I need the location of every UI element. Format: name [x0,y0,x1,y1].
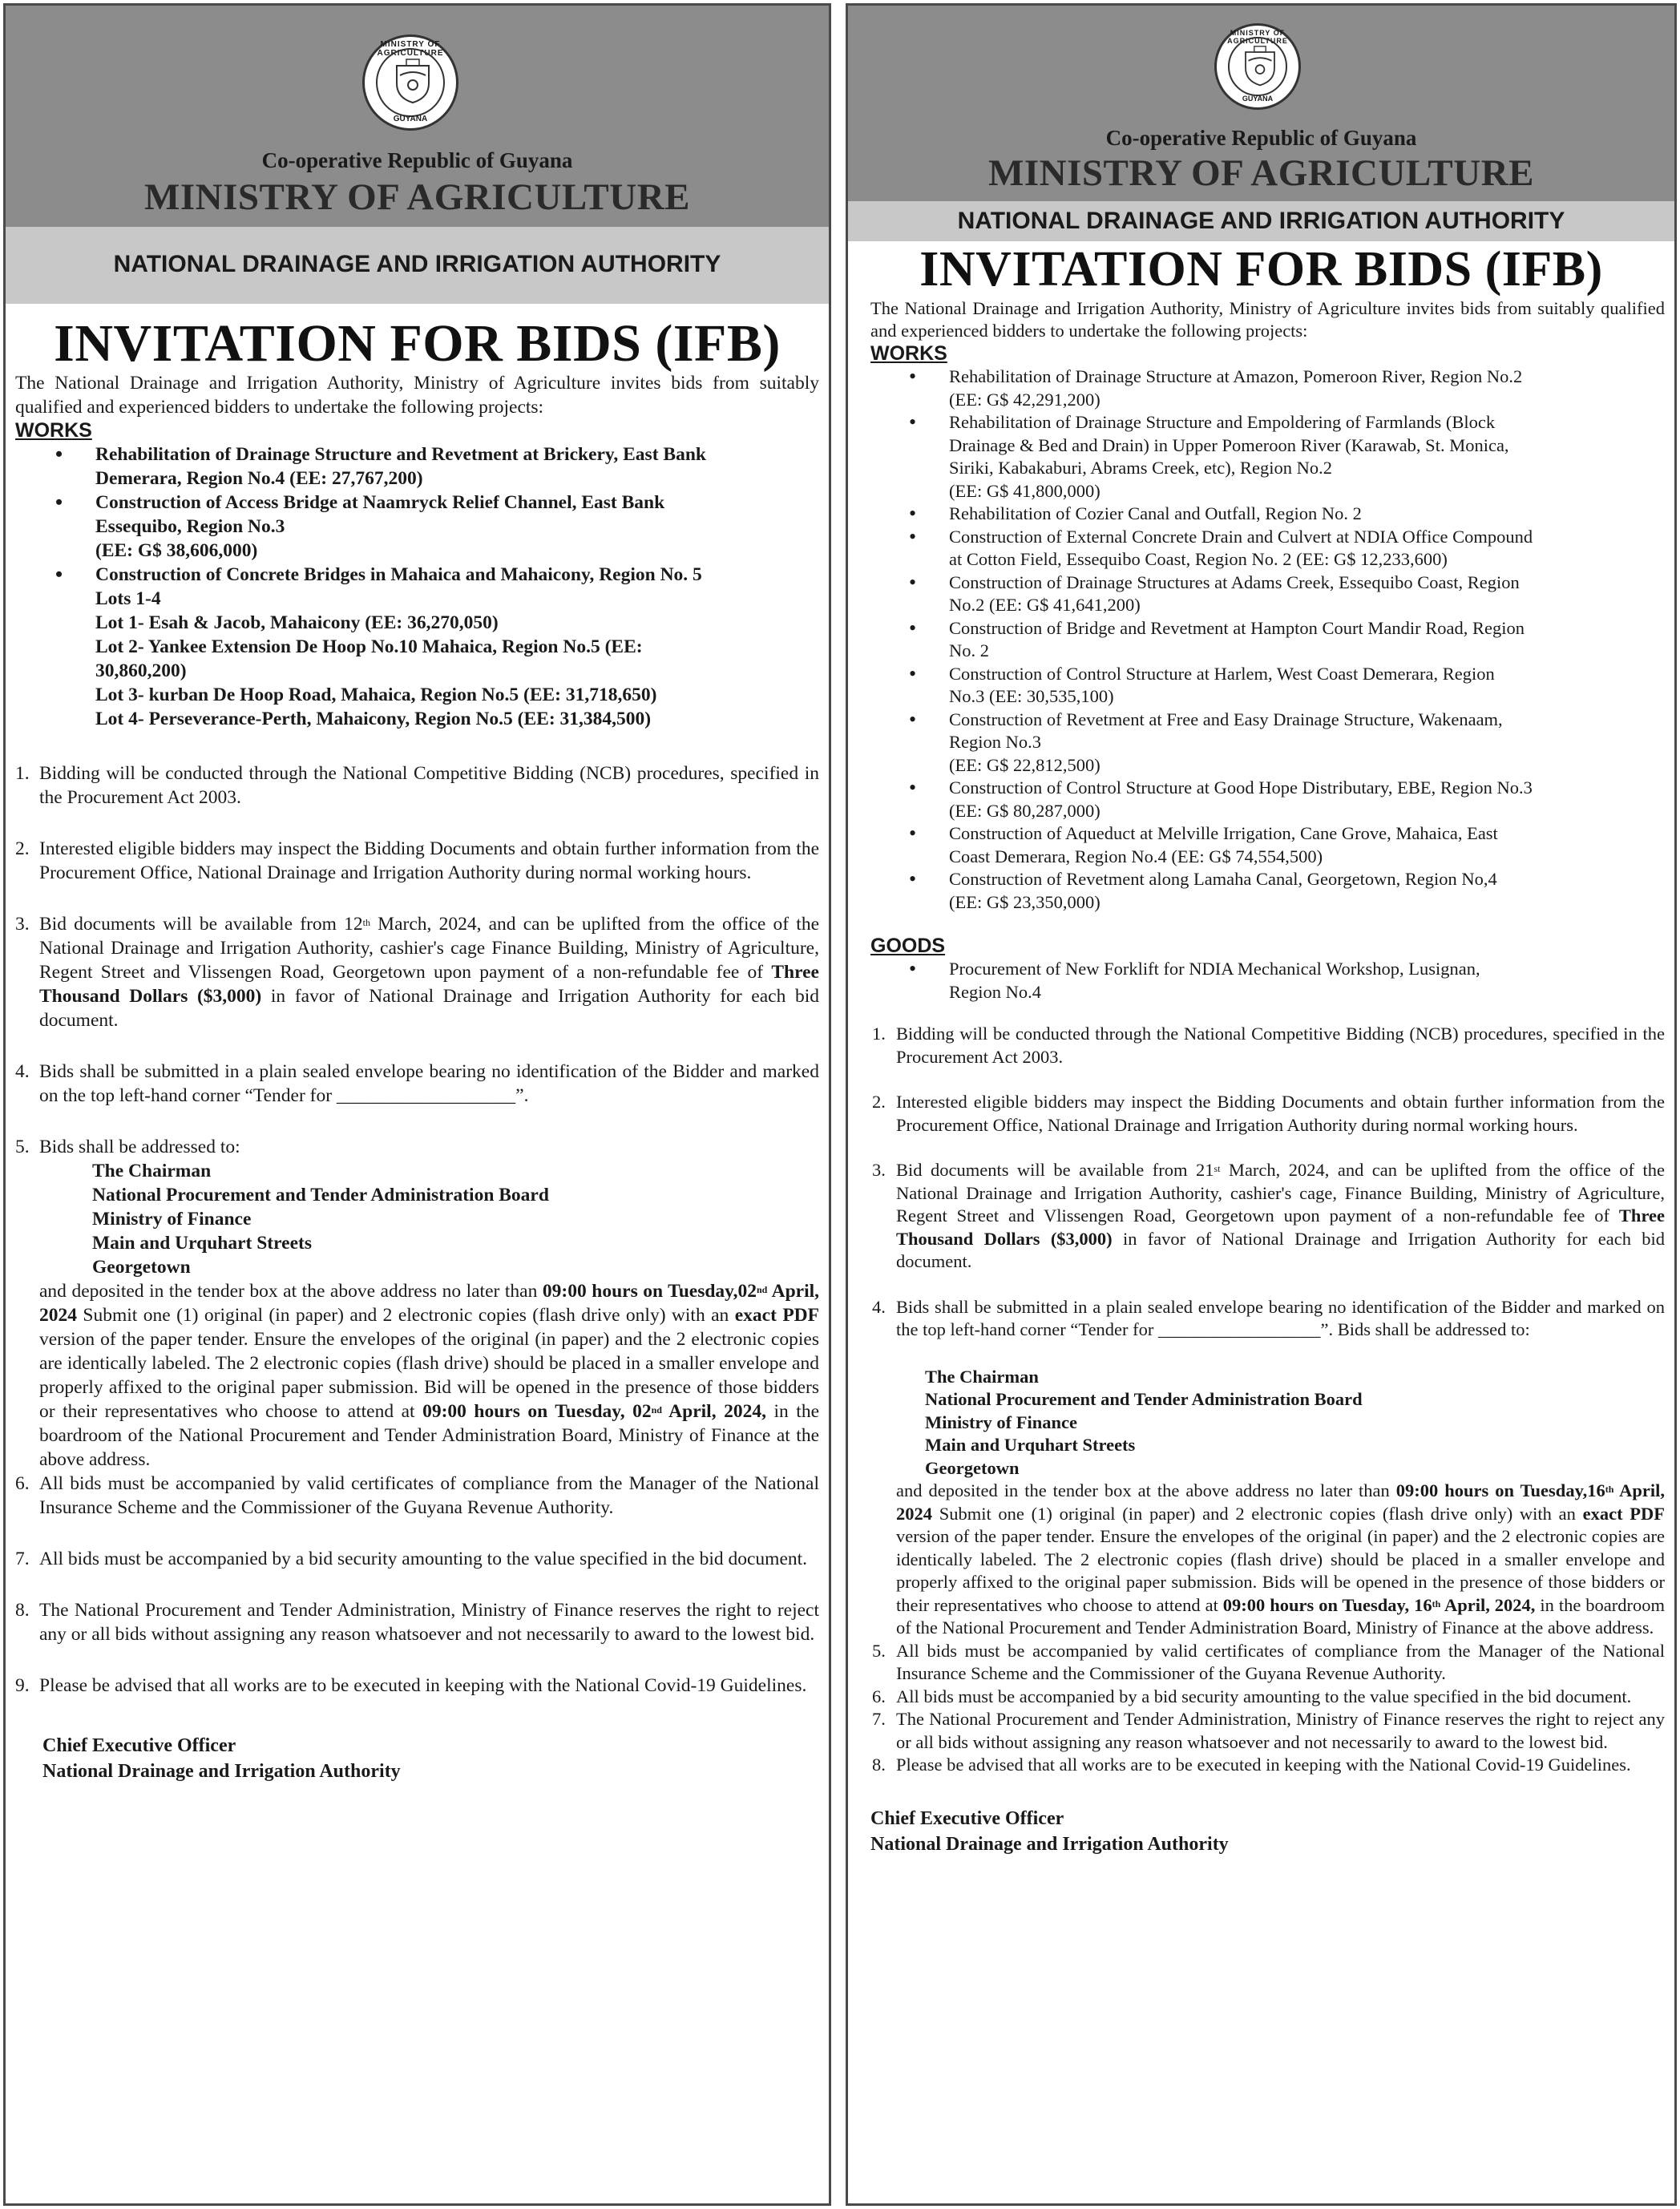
project-line: Lot 4- Perseverance-Perth, Mahaicony, Region No.5 (EE: 31,384,500) [95,709,652,729]
project-item [949,411,1657,503]
project-line: at Cotton Field, Essequibo Coast, Region No. 2 (EE: G$ 12,233,600) [949,549,1448,569]
project-item [949,617,1657,663]
clause-1: 1. Bidding will be conducted through the National Competitive Bidding (NCB) procedures, specified in the Procurement Act 2003. [872,1024,1665,1067]
project-line: • Rehabilitation of Drainage Structure at Amazon, Pomeroon River, Region No.2 [949,366,1523,386]
seal-top-text: MINISTRY OF AGRICULTURE [1227,29,1288,45]
project-line: • Construction of Bridge and Revetment at Hampton Court Mandir Road, Region [949,617,1525,638]
signature-org: National Drainage and Irrigation Authority [42,1761,401,1782]
project-line: • Construction of Revetment along Lamaha Canal, Georgetown, Region No,4 [949,869,1497,889]
clause-2: 2. Interested eligible bidders may inspect the Bidding Documents and obtain further information from the Procurement Office, National Drainage and Irrigation Authority during normal working hours. [15,838,819,883]
left-advertisement [3,3,831,2206]
ministry-seal [1214,23,1301,110]
address-line: Georgetown [925,1457,1020,1478]
project-item [949,958,1665,1004]
project-line: Siriki, Kabakaburi, Abrams Creek, etc), Region No.2 [949,458,1333,478]
project-line: (EE: G$ 38,606,000) [95,540,258,561]
project-item [95,563,803,731]
clause-8: 8. The National Procurement and Tender Administration, Ministry of Finance reserves the right to reject any or all bids without assigning any reason whatsoever and not necessarily to award to the lowest bid. [15,1600,819,1645]
clause-6: 6. All bids must be accompanied by a bid security amounting to the value specified in the bid document. [872,1686,1632,1706]
address-block [925,1366,1665,1480]
coat-of-arms-icon [1238,45,1282,88]
seal-top-text: MINISTRY OF AGRICULTURE [377,40,444,58]
project-line: • Rehabilitation of Cozier Canal and Outfall, Region No. 2 [949,503,1362,523]
left-content [15,371,819,1784]
ministry-name: MINISTRY OF AGRICULTURE [143,176,691,218]
project-line: Lot 3- kurban De Hoop Road, Mahaica, Region No.5 (EE: 31,718,650) [95,685,657,705]
project-item [949,503,1657,526]
project-line: No.2 (EE: G$ 41,641,200) [949,595,1141,615]
clause-3: 3. Bid documents will be available from 21st March, 2024, and can be uplifted from the office of the National Drainage and Irrigation Authority, cashier's cage, Finance Building, Ministry of Agriculture, Regent Street and Vlissengen Road, Georgetown upon payment of a non-refundable fee of Three Thousand Dollars ($3,000) in favor of National Drainage and Irrigation Authority for each bid document. [872,1160,1665,1271]
ifb-title: INVITATION FOR BIDS (IFB) [919,242,1603,297]
clause-8: 8. Please be advised that all works are to be executed in keeping with the National Covid-19 Guidelines. [872,1755,1631,1775]
clause-3: 3. Bid documents will be available from 12th March, 2024, and can be uplifted from the office of the National Drainage and Irrigation Authority, cashier's cage Finance Building, Ministry of Agriculture, Regent Street and Vlissengen Road, Georgetown upon payment of a non-refundable fee of Three Thousand Dollars ($3,000) in favor of National Drainage and Irrigation Authority for each bid document. [15,914,819,1031]
ifb-title: INVITATION FOR BIDS (IFB) [54,314,781,373]
project-item [949,365,1657,411]
address-line: Main and Urquhart Streets [92,1233,312,1254]
address-line: The Chairman [92,1161,212,1181]
address-line: The Chairman [925,1366,1039,1387]
clause-6: 6. All bids must be accompanied by valid certificates of compliance from the Manager of the National Insurance Scheme and the Commissioner of the Guyana Revenue Authority. [15,1473,819,1518]
project-line: • Construction of Drainage Structures at Adams Creek, Essequibo Coast, Region [949,571,1520,592]
signature-org: National Drainage and Irrigation Authority [870,1833,1229,1855]
clause-4: 4. Bids shall be submitted in a plain sealed envelope bearing no identification of the Bidder and marked on the top left-hand corner “Tender for ___________________”. [15,1061,819,1106]
country-name: Co-operative Republic of Guyana [261,148,573,172]
works-label: WORKS [870,342,947,365]
goods-list [949,958,1665,1004]
seal-bottom-text: GUYANA [1242,95,1274,103]
project-line: • Construction of Control Structure at Harlem, West Coast Demerara, Region [949,663,1495,684]
clause-5: 5. Bids shall be addressed to: [15,1137,240,1157]
project-item [949,526,1657,571]
project-line: • Construction of Revetment at Free and Easy Drainage Structure, Wakenaam, [949,709,1503,729]
coat-of-arms-icon [389,58,437,106]
project-line: (EE: G$ 41,800,000) [949,480,1100,501]
project-item [949,663,1657,709]
goods-label: GOODS [870,935,946,957]
deposit-text: and deposited in the tender box at the above address no later than 09:00 hours on Tuesday,16th April, 2024 Submit one (1) original (in paper) and 2 electronic copies (flash drive only) with an exact PDF version of the paper tender. Ensure the envelopes of the original (in paper) and the 2 electronic copies are identically labeled. The 2 electronic copies (flash drive) should be placed in a smaller envelope and properly affixed to the original paper submission. Bids will be opened in the presence of those bidders or their representatives who choose to attend at 09:00 hours on Tuesday, 16th April, 2024, in the boardroom of the National Procurement and Tender Administration Board, Ministry of Finance at the above address. [896,1480,1666,1638]
project-line: No.3 (EE: 30,535,100) [949,686,1114,706]
project-item [95,491,803,563]
address-line: National Procurement and Tender Administration Board [925,1389,1363,1409]
project-item [949,571,1657,617]
project-item [949,709,1657,777]
project-line: (EE: G$ 80,287,000) [949,800,1100,821]
address-block [92,1159,819,1279]
authority-name: NATIONAL DRAINAGE AND IRRIGATION AUTHORITY [957,208,1565,234]
works-list [949,365,1657,914]
project-line: 30,860,200) [95,660,187,681]
project-line: • Construction of External Concrete Drain and Culvert at NDIA Office Compound [949,526,1533,547]
project-item [949,777,1657,822]
works-label: WORKS [15,419,92,442]
project-line: Coast Demerara, Region No.4 (EE: G$ 74,554,500) [949,846,1323,866]
project-item [949,822,1657,868]
project-line: No. 2 [949,640,989,660]
ministry-seal [362,34,458,131]
address-line: National Procurement and Tender Administration Board [92,1185,549,1205]
project-line: (EE: G$ 22,812,500) [949,754,1100,775]
deposit-text: and deposited in the tender box at the above address no later than 09:00 hours on Tuesday,02nd April, 2024 Submit one (1) original (in paper) and 2 electronic copies (flash drive only) with an exact PDF version of the paper tender. Ensure the envelopes of the original (in paper) and the 2 electronic copies are identically labeled. The 2 electronic copies (flash drive) should be placed in a smaller envelope and properly affixed to the original paper submission. Bid will be opened in the presence of those bidders or their representatives who choose to attend at 09:00 hours on Tuesday, 02nd April, 2024, in the boardroom of the National Procurement and Tender Administration Board, Ministry of Finance at the above address. [39,1281,820,1470]
clause-7: 7. The National Procurement and Tender Administration, Ministry of Finance reserves the right to reject any or all bids without assigning any reason whatsoever and not necessarily to award to the lowest bid. [872,1709,1665,1752]
authority-name: NATIONAL DRAINAGE AND IRRIGATION AUTHORITY [113,251,721,277]
clause-9: 9. Please be advised that all works are to be executed in keeping with the National Covid-19 Guidelines. [15,1675,807,1696]
intro-text: The National Drainage and Irrigation Authority, Ministry of Agriculture invites bids from suitably qualified and experienced bidders to undertake the following projects: [870,298,1665,341]
works-list [95,442,803,731]
project-line: Lots 1-4 [95,588,161,609]
ministry-name: MINISTRY OF AGRICULTURE [987,152,1535,194]
project-line: • Construction of Access Bridge at Naamryck Relief Channel, East Bank [95,492,665,513]
project-item [949,868,1657,914]
address-line: Ministry of Finance [92,1209,252,1230]
project-line: (EE: G$ 23,350,000) [949,891,1100,912]
project-line: • Rehabilitation of Drainage Structure and Revetment at Brickery, East Bank [95,444,706,465]
project-line: • Construction of Control Structure at Good Hope Distributary, EBE, Region No.3 [949,777,1533,798]
project-line: Lot 1- Esah & Jacob, Mahaicony (EE: 36,270,050) [95,612,499,633]
country-name: Co-operative Republic of Guyana [1105,126,1417,150]
project-line: • Procurement of New Forklift for NDIA Mechanical Workshop, Lusignan, [949,959,1480,979]
project-line: Lot 2- Yankee Extension De Hoop No.10 Mahaica, Region No.5 (EE: [95,636,643,657]
address-line: Georgetown [92,1257,191,1278]
project-line: (EE: G$ 42,291,200) [949,389,1100,410]
project-line: Demerara, Region No.4 (EE: 27,767,200) [95,468,423,489]
right-content [870,297,1665,1857]
project-item [95,442,803,491]
signature-title: Chief Executive Officer [42,1735,236,1756]
intro-text: The National Drainage and Irrigation Authority, Ministry of Agriculture invites bids from suitably qualified and experienced bidders to undertake the following projects: [15,373,819,418]
clause-5: 5. All bids must be accompanied by valid certificates of compliance from the Manager of the National Insurance Scheme and the Commissioner of the Guyana Revenue Authority. [872,1640,1665,1683]
clause-2: 2. Interested eligible bidders may inspect the Bidding Documents and obtain further information from the Procurement Office, National Drainage and Irrigation Authority during normal working hours. [872,1092,1665,1135]
project-line: Region No.4 [949,981,1041,1002]
signature-title: Chief Executive Officer [870,1807,1064,1829]
project-line: Essequibo, Region No.3 [95,516,285,537]
project-line: • Construction of Aqueduct at Melville Irrigation, Cane Grove, Mahaica, East [949,823,1498,843]
project-line: • Rehabilitation of Drainage Structure and Empoldering of Farmlands (Block [949,412,1496,432]
clause-4: 4. Bids shall be submitted in a plain sealed envelope bearing no identification of the Bidder and marked on the top left-hand corner “Tender for __________________”. Bids shall be addressed to: [872,1296,1665,1339]
clause-7: 7. All bids must be accompanied by a bid security amounting to the value specified in the bid document. [15,1549,808,1569]
right-advertisement [846,3,1677,2206]
project-line: Region No.3 [949,732,1041,752]
address-line: Main and Urquhart Streets [925,1435,1136,1455]
project-line: Drainage & Bed and Drain) in Upper Pomeroon River (Karawab, St. Monica, [949,434,1509,455]
address-line: Ministry of Finance [925,1411,1077,1432]
clause-1: 1. Bidding will be conducted through the National Competitive Bidding (NCB) procedures, specified in the Procurement Act 2003. [15,763,819,808]
project-line: • Construction of Concrete Bridges in Mahaica and Mahaicony, Region No. 5 [95,564,702,585]
seal-bottom-text: GUYANA [393,115,428,123]
